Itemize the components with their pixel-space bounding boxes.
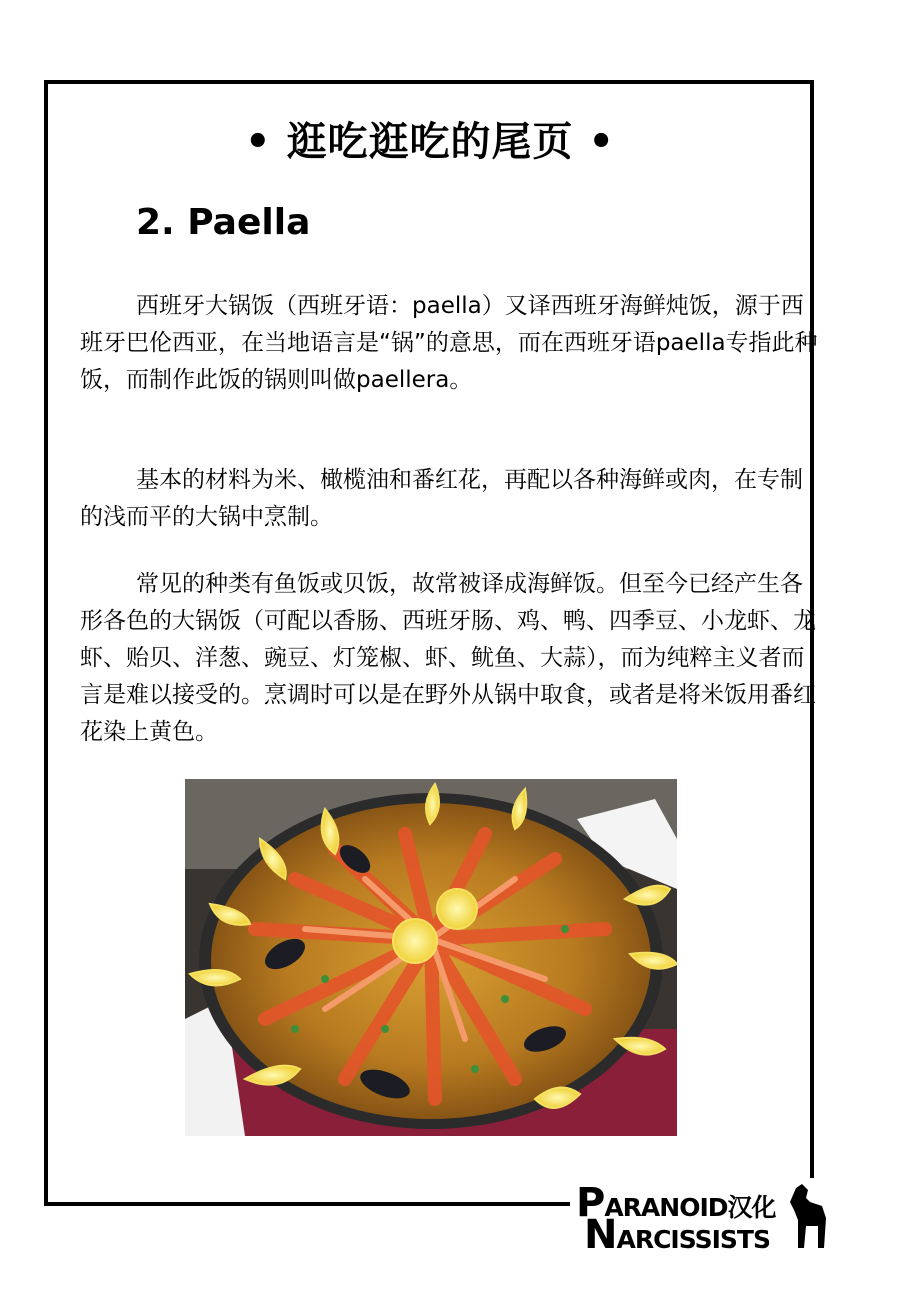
dog-silhouette-icon: [788, 1184, 828, 1248]
paragraph-2: 基本的材料为米、橄榄油和番红花，再配以各种海鲜或肉，在专制的浅而平的大锅中烹制。: [80, 467, 803, 530]
paella-photo: [185, 779, 677, 1136]
group-logo: [570, 1178, 832, 1258]
paragraph-1: 西班牙大锅饭（西班牙语：paella）又译西班牙海鲜炖饭，源于西班牙巴伦西亚，在当地语言是“锅”的意思，而在西班牙语paella专指此种饭，而制作此饭的锅则叫做paellera。: [80, 293, 818, 393]
paragraph-3: 常见的种类有鱼饭或贝饭，故常被译成海鲜饭。但至今已经产生各形各色的大锅饭（可配以香肠、西班牙肠、鸡、鸭、四季豆、小龙虾、龙虾、贻贝、洋葱、豌豆、灯笼椒、虾、鱿鱼、大蒜），而为纯粹主义者而言是难以接受的。烹调时可以是在野外从锅中取食，或者是将米饭用番红花染上黄色。: [80, 571, 816, 745]
section-heading: 2. Paella: [136, 202, 311, 243]
logo-line-1: PARANOID汉化: [576, 1180, 776, 1226]
page-title: • 逛吃逛吃的尾页 •: [245, 119, 615, 165]
logo-line-2: NARCISSISTS: [584, 1212, 770, 1258]
